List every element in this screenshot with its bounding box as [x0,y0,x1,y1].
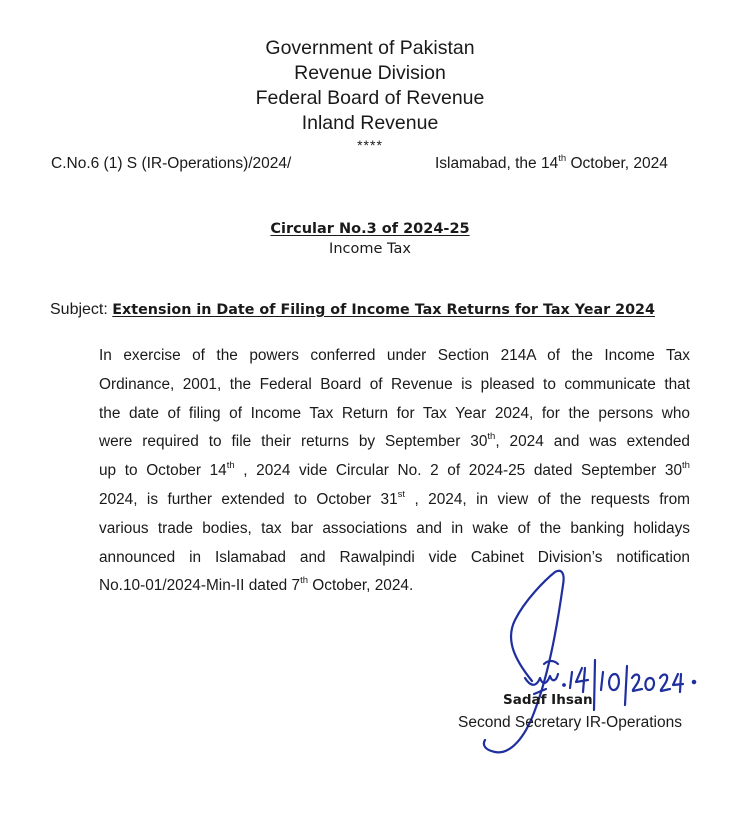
letterhead [0,36,740,154]
body-line: various trade bodies, tax bar associations and in wake of the banking holidays [99,519,690,537]
body-text-segment: were required to file their returns by September 30 [99,433,488,451]
place-date-text-end: October, 2024 [566,155,668,172]
signatory-designation: Second Secretary IR-Operations [458,714,682,731]
ordinal-suffix: st [397,488,406,500]
circular-category: Income Tax [329,241,411,257]
ordinal-suffix: th [300,575,308,587]
body-text-segment: No.10-01/2024-Min-II dated 7 [99,577,301,595]
ordinal-suffix: th [487,431,496,443]
subject-text: Extension in Date of Filing of Income Tax Returns for Tax Year 2024 [112,302,655,318]
body-line: Ordinance, 2001, the Federal Board of Revenue is pleased to communicate that [99,375,690,393]
body-line [99,428,690,457]
body-line [99,572,690,601]
body-text-segment: up to October 14 [99,462,227,480]
body-text-segment: 2024, is further extended to October 31 [99,490,398,508]
body-line [99,486,690,515]
subject-label: Subject: [50,301,113,318]
body-line: the date of filing of Income Tax Return for Tax Year 2024, for the persons who [99,404,690,422]
ordinal-suffix: th [558,153,567,164]
body-text-segment: , 2024 vide Circular No. 2 of 2024-25 dated September 30 [234,462,683,480]
ordinal-suffix: th [682,460,690,472]
body-text-segment: October, 2024. [308,577,414,595]
ordinal-suffix: th [226,460,235,472]
place-and-date [435,155,668,173]
body-text-segment: , 2024, in view of the requests from [405,490,690,508]
signatory-name: Sadaf Ihsan [503,692,593,708]
body-text-segment: , 2024 and was extended [495,433,690,451]
body-line: In exercise of the powers conferred under Section 214A of the Income Tax [99,347,690,364]
circular-heading [0,219,740,259]
circular-title: Circular No.3 of 2024-25 [270,221,470,237]
body-line [99,457,690,486]
letterhead-wing: Inland Revenue [301,112,439,134]
body-line: announced in Islamabad and Rawalpindi vide Cabinet Division’s notification [99,548,690,566]
letterhead-board: Federal Board of Revenue [255,87,485,109]
subject-line [50,300,655,319]
reference-number: C.No.6 (1) S (IR-Operations)/2024/ [51,155,292,172]
body-paragraph [99,342,690,601]
letterhead-separator: **** [357,137,383,153]
letterhead-division: Revenue Division [294,62,446,84]
place-date-text: Islamabad, the 14 [435,155,559,172]
letterhead-government: Government of Pakistan [265,37,475,59]
